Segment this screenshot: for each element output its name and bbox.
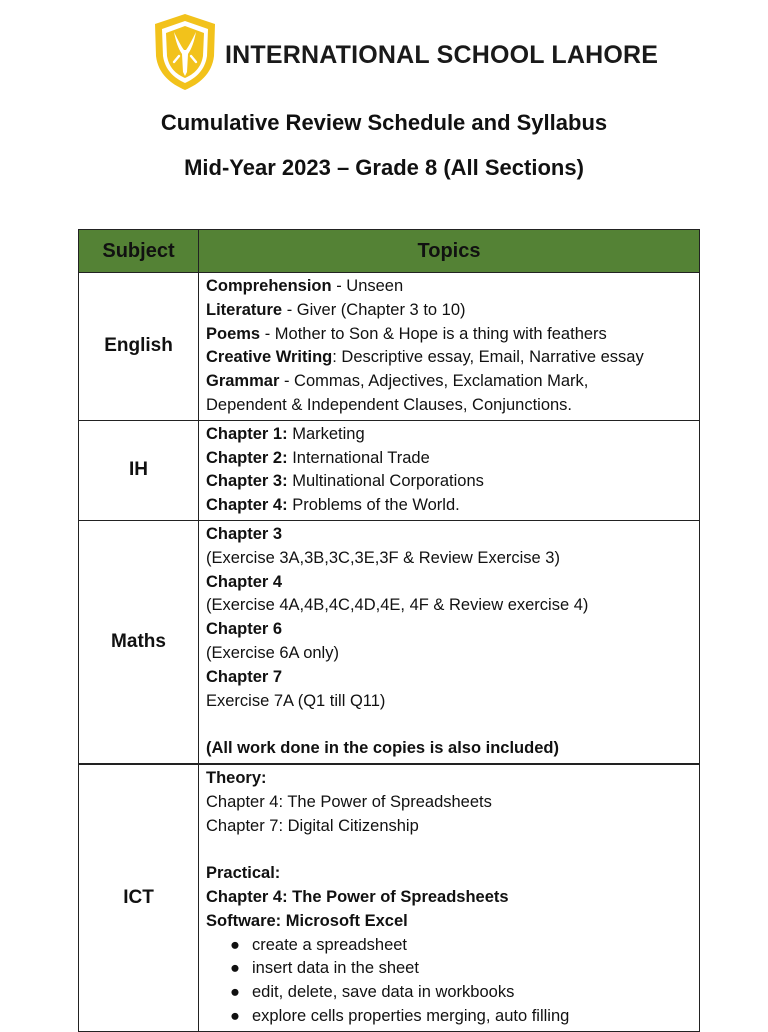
table-row-ict bbox=[79, 764, 700, 1031]
list-item: ● edit, delete, save data in workbooks bbox=[206, 981, 695, 1005]
topic-line: (Exercise 3A,3B,3C,3E,3F & Review Exercise 3) bbox=[206, 548, 560, 567]
theory-label: Theory: bbox=[206, 768, 267, 787]
topics-cell bbox=[199, 764, 700, 1031]
document-subtitle: Mid-Year 2023 – Grade 8 (All Sections) bbox=[184, 155, 584, 180]
list-item: ● explore cells properties merging, auto filling bbox=[206, 1005, 695, 1029]
list-item: ● insert data in the sheet bbox=[206, 957, 695, 981]
syllabus-table bbox=[78, 229, 700, 1032]
school-shield-logo-icon bbox=[152, 12, 218, 92]
maths-note: (All work done in the copies is also included) bbox=[206, 739, 559, 758]
topic-line: Dependent & Independent Clauses, Conjunctions. bbox=[206, 395, 573, 414]
topic-line: Chapter 3: Multinational Corporations bbox=[206, 472, 484, 491]
topic-line: Chapter 7 bbox=[206, 667, 283, 686]
topic-line: Chapter 4: The Power of Spreadsheets bbox=[206, 792, 492, 811]
table-header-row bbox=[79, 230, 700, 273]
topics-cell bbox=[199, 520, 700, 763]
bullet-icon: ● bbox=[230, 959, 240, 978]
school-name: INTERNATIONAL SCHOOL LAHORE bbox=[225, 41, 659, 69]
practical-label: Practical: bbox=[206, 864, 281, 883]
bullet-icon: ● bbox=[230, 935, 240, 954]
topic-line: Chapter 7: Digital Citizenship bbox=[206, 816, 419, 835]
topic-line: Literature - Giver (Chapter 3 to 10) bbox=[206, 300, 466, 319]
topic-line: Poems - Mother to Son & Hope is a thing with feathers bbox=[206, 324, 607, 343]
subject-column-header: Subject bbox=[79, 230, 199, 273]
subject-cell: ICT bbox=[79, 764, 199, 1031]
subject-cell: IH bbox=[79, 420, 199, 520]
document-title: Cumulative Review Schedule and Syllabus bbox=[160, 110, 608, 135]
topics-column-header: Topics bbox=[199, 230, 700, 273]
topic-line: Chapter 6 bbox=[206, 620, 283, 639]
practical-chapter: Chapter 4: The Power of Spreadsheets bbox=[206, 887, 509, 906]
blank-line bbox=[206, 838, 695, 862]
blank-line bbox=[206, 713, 695, 737]
table-row-english bbox=[79, 273, 700, 421]
topic-line: (Exercise 6A only) bbox=[206, 643, 339, 662]
software-line: Software: Microsoft Excel bbox=[206, 911, 408, 930]
subject-cell: Maths bbox=[79, 520, 199, 763]
topic-line: Chapter 2: International Trade bbox=[206, 448, 430, 467]
topics-cell bbox=[199, 273, 700, 421]
topic-line: Chapter 3 bbox=[206, 524, 283, 543]
bullet-icon: ● bbox=[230, 1006, 240, 1025]
topic-line: Comprehension - Unseen bbox=[206, 277, 404, 295]
bullet-icon: ● bbox=[230, 983, 240, 1002]
topics-cell bbox=[199, 420, 700, 520]
subject-cell: English bbox=[79, 273, 199, 421]
topic-line: (Exercise 4A,4B,4C,4D,4E, 4F & Review exercise 4) bbox=[206, 596, 589, 615]
page-header bbox=[0, 10, 768, 92]
list-item: ● create a spreadsheet bbox=[206, 934, 695, 958]
topic-line: Chapter 4 bbox=[206, 572, 283, 591]
table-row-ih bbox=[79, 420, 700, 520]
table-row-maths bbox=[79, 520, 700, 763]
topic-line: Creative Writing: Descriptive essay, Email, Narrative essay bbox=[206, 348, 644, 367]
topic-line: Chapter 4: Problems of the World. bbox=[206, 496, 460, 515]
topic-line: Grammar - Commas, Adjectives, Exclamation Mark, bbox=[206, 372, 589, 391]
topic-line: Chapter 1: Marketing bbox=[206, 424, 365, 443]
topic-line: Exercise 7A (Q1 till Q11) bbox=[206, 691, 386, 710]
